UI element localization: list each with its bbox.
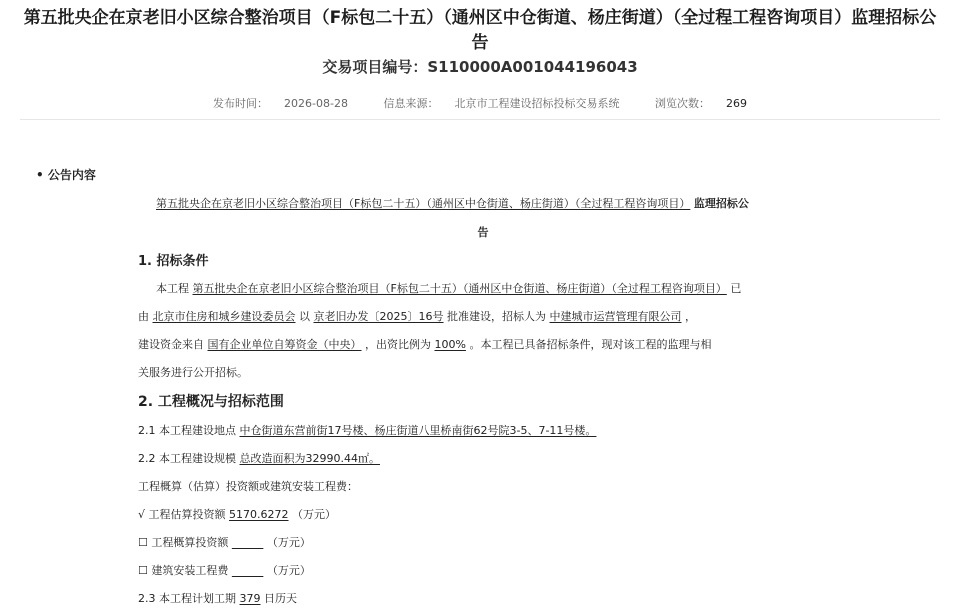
s2-estimate-unit: （万元） [292,508,337,521]
publish-time-label: 发布时间： [213,97,269,110]
notice-heading-end-text: 告 [477,226,489,239]
s1-line2 [138,308,696,324]
s1-text: 批准建设，招标人为 [447,310,546,323]
s1-text: 。本工程已具备招标条件，现对该工程的监理与相 [469,338,712,351]
s2-install-unit: （万元） [266,564,311,577]
s2-location-value: 中仓街道东营前街17号楼、杨庄街道八里桥南街62号院3-5、7-11号楼。 [239,424,597,437]
info-source-value: 北京市工程建设招标投标交易系统 [454,97,620,110]
notice-heading-project: 第五批央企在京老旧小区综合整治项目（F标包二十五）（通州区中仓街道、杨庄街道）（全过程工程咨询项目） [156,197,691,210]
notice-heading-end [138,224,828,240]
s2-scale-label: 2.2 本工程建设规模 [138,452,236,465]
info-source [375,97,627,110]
s2-budget-unit: （万元） [266,536,311,549]
s2-estimate [138,506,336,522]
section-heading: • 公告内容 [36,168,96,182]
s2-estimate-value: 5170.6272 [229,508,289,521]
s2-heading: 2. 工程概况与招标范围 [138,394,284,410]
project-number [20,56,940,77]
s2-budget-blank [232,536,263,549]
notice-heading-suffix: 监理招标公 [693,197,749,210]
s1-fund-source: 国有企业单位自筹资金（中央） [207,338,362,351]
s2-install-blank [232,564,263,577]
s1-text: 由 [138,310,149,323]
meta-bar [0,95,960,111]
s2-scale-value: 总改造面积为32990.44㎡。 [239,452,380,465]
notice-heading [156,195,749,211]
publish-time [205,97,356,110]
s1-fund-ratio: 100% [434,338,466,351]
s2-duration [138,590,297,606]
s2-duration-value: 379 [239,592,261,605]
s1-tenderer: 中建城市运营管理有限公司 [549,310,682,323]
view-count [647,97,755,110]
s2-location [138,422,596,438]
s1-approval-doc: 京老旧办发〔2025〕16号 [313,310,444,323]
s2-location-label: 2.1 本工程建设地点 [138,424,236,437]
view-count-label: 浏览次数： [654,97,710,110]
s2-scale [138,450,380,466]
s1-text: ， [685,310,696,323]
divider [20,119,940,120]
s1-line1 [156,280,741,296]
s2-budget-title: 工程概算（估算）投资额或建筑安装工程费： [138,480,358,493]
s2-budget [138,534,311,550]
publish-time-value: 2026-08-28 [284,97,348,110]
s1-text: 建设资金来自 [138,338,204,351]
s1-line3 [138,336,711,352]
s1-project-name: 第五批央企在京老旧小区综合整治项目（F标包二十五）（通州区中仓街道、杨庄街道）（全过程工程咨询项目） [192,282,727,295]
view-count-value: 269 [725,97,747,110]
s2-duration-unit: 日历天 [264,592,297,605]
s1-text: 以 [299,310,310,323]
s2-install [138,562,311,578]
s2-budget-label: ☐ 工程概算投资额 [138,536,229,549]
s2-estimate-label: √ 工程估算投资额 [138,508,226,521]
project-number-label: 交易项目编号： [322,58,428,76]
s1-text: 本工程 [156,282,189,295]
s2-install-label: ☐ 建筑安装工程费 [138,564,229,577]
page-title: 第五批央企在京老旧小区综合整治项目（F标包二十五）（通州区中仓街道、杨庄街道）（全过程工程咨询项目）监理招标公告 [23,8,937,53]
project-number-value: S110000A001044196043 [427,58,638,76]
s1-text: 已 [730,282,742,295]
info-source-label: 信息来源： [383,97,439,110]
s1-text: ，出资比例为 [365,338,431,351]
s1-heading: 1. 招标条件 [138,254,209,269]
s1-line4: 关服务进行公开招标。 [138,366,248,379]
s2-duration-label: 2.3 本工程计划工期 [138,592,236,605]
s1-approver: 北京市住房和城乡建设委员会 [152,310,296,323]
